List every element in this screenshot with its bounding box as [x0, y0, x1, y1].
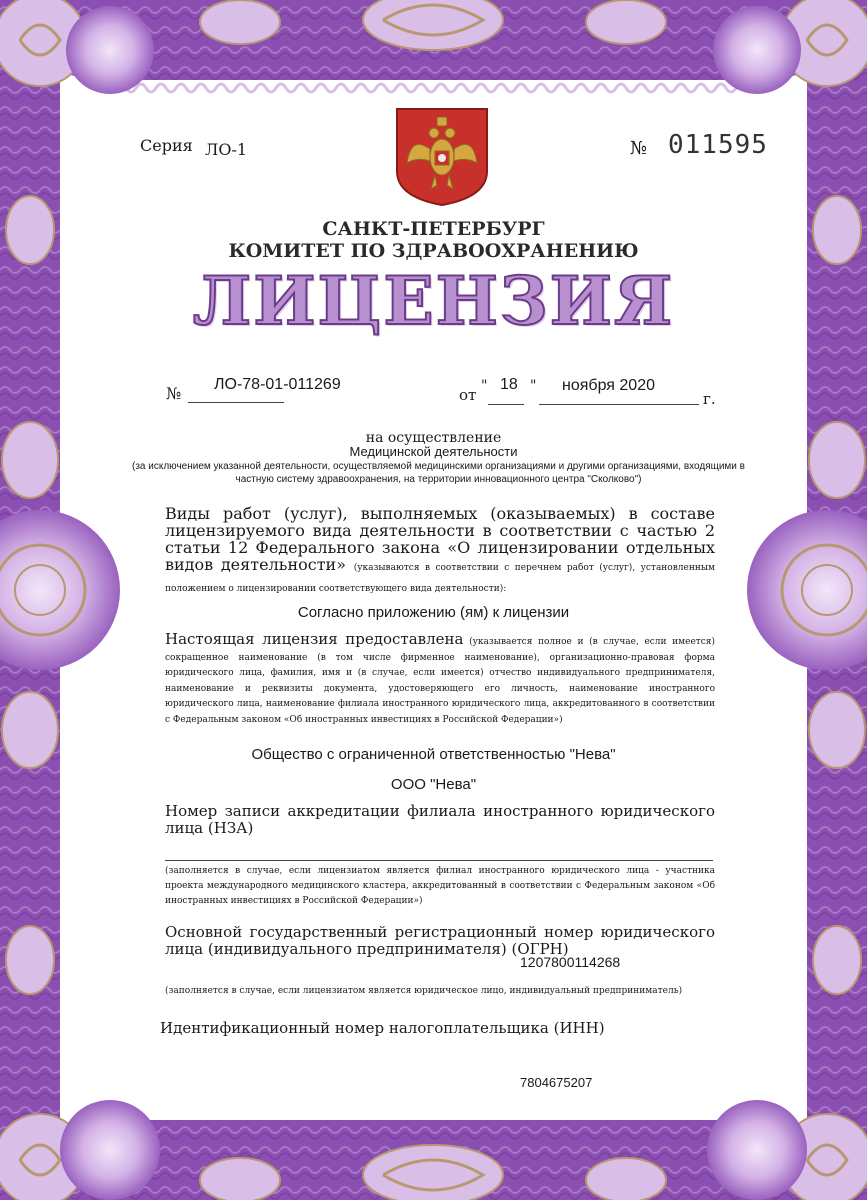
- works-small-text: (указываются в соответствии с перечнем работ (услуг), установленным положением о лицензировании соответствующего вида деятельности):: [165, 563, 715, 594]
- activity-prefix: на осуществление: [365, 430, 502, 446]
- organization-short-name: ООО "Нева": [390, 776, 477, 793]
- grant-small-text: (указывается полное и (в случае, если имеется) сокращенное наименование (в том числе фирменное наименование), организационно-правовая форма юридического лица, фамилия, имя и (в случае, если имеется) отчество индивидуального предпринимателя, наименование и реквизиты документа, удостоверяющего его личность, наименование иностранного юридического лица, наименование филиала иностранного юридического лица, аккредитованного в соответствии с Федеральным законом «Об иностранных инвестициях в Российской Федерации»): [165, 637, 715, 725]
- nza-label: Номер записи аккредитации филиала иностранного юридического лица (НЗА): [165, 802, 715, 837]
- document-title: ЛИЦЕНЗИЯ: [192, 262, 675, 340]
- ogrn-label: Основной государственный регистрационный номер юридического лица (индивидуального предпринимателя) (ОГРН): [165, 923, 715, 958]
- license-number-sign: №: [166, 384, 182, 403]
- authority-committee: КОМИТЕТ ПО ЗДРАВООХРАНЕНИЮ: [228, 240, 639, 262]
- inn-value: 7804675207: [520, 1075, 593, 1090]
- form-number: 011595: [668, 130, 768, 160]
- grant-text: [165, 632, 715, 728]
- nza-underline: [165, 860, 713, 861]
- day-underline: [488, 404, 524, 405]
- activity-name: Медицинской деятельности: [349, 444, 518, 459]
- license-number-underline: [188, 402, 284, 403]
- works-main-text: Виды работ (услуг), выполняемых (оказываемых) в составе лицензируемого вида деятельности в соответствии с частью 2 статьи 12 Федерального закона «О лицензировании отдельных видов деятельности»: [165, 504, 715, 574]
- activity-note: (за исключением указанной деятельности, осуществляемой медицинскими организациями и другими организациями, входящими в частную систему здравоохранения, на территории инновационного центра "Сколково"): [132, 461, 745, 485]
- date-quote-close: ": [530, 378, 537, 394]
- date-from-label: от: [459, 386, 477, 404]
- date-quote-open: ": [481, 378, 488, 394]
- license-month-year: ноября 2020: [562, 377, 655, 394]
- license-day: 18: [500, 376, 518, 393]
- month-underline: [539, 404, 699, 405]
- series-value: ЛО-1: [205, 140, 248, 159]
- series-label: Серия: [140, 136, 193, 155]
- year-suffix: г.: [703, 390, 716, 408]
- ogrn-note: (заполняется в случае, если лицензиатом является юридическое лицо, индивидуальный предприниматель): [165, 986, 683, 996]
- inn-label: Идентификационный номер налогоплательщика (ИНН): [160, 1019, 605, 1037]
- ogrn-value: 1207800114268: [520, 954, 621, 970]
- number-sign: №: [630, 138, 648, 159]
- works-value: Согласно приложению (ям) к лицензии: [297, 604, 570, 621]
- license-number: ЛО-78-01-011269: [214, 376, 341, 393]
- authority-city: САНКТ-ПЕТЕРБУРГ: [322, 218, 545, 240]
- organization-full-name: Общество с ограниченной ответственностью "Нева": [251, 746, 616, 763]
- grant-main-text: Настоящая лицензия предоставлена: [165, 630, 464, 648]
- works-text: [165, 505, 715, 598]
- coat-of-arms-icon: [393, 105, 491, 207]
- nza-note: (заполняется в случае, если лицензиатом является филиал иностранного юридического лица - участника проекта международного медицинского кластера, аккредитованный в соответствии с Федеральным законом «Об иностранных инвестициях в Российской Федерации»): [165, 866, 715, 906]
